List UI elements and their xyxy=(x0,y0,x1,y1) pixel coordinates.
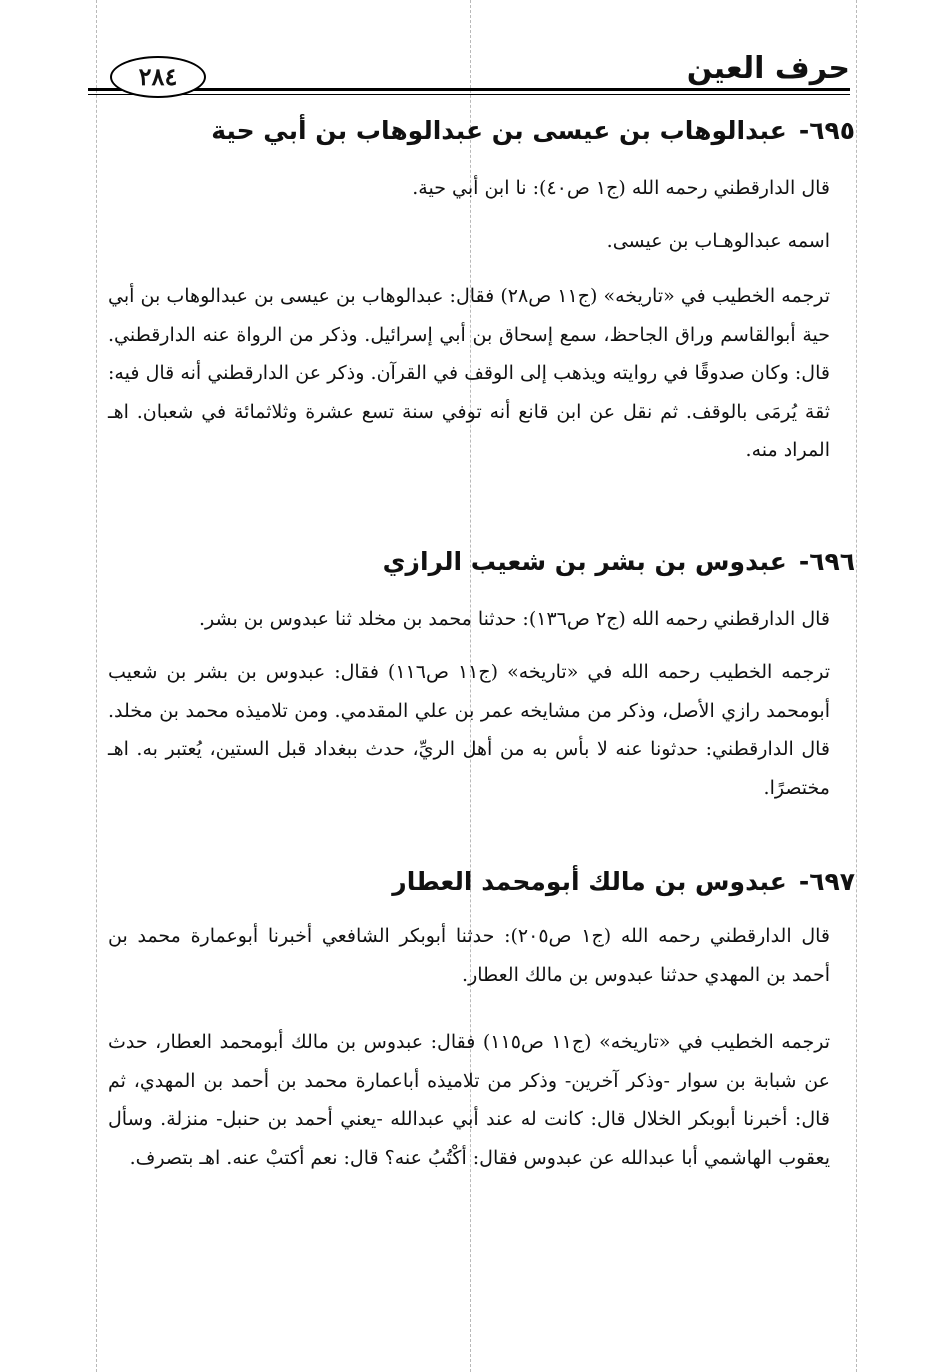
header-rule-thick xyxy=(88,88,850,91)
entry-heading-697 xyxy=(392,864,855,900)
entry-number: ٦٩٦- xyxy=(798,547,855,576)
paragraph: قال الدارقطني رحمه الله (ج١ ص٢٠٥): حدثنا أبوبكر الشافعي أخبرنا أبوعمارة محمد بن أحمد بن المهدي حدثنا عبدوس بن مالك العطار. xyxy=(108,925,831,986)
running-title: حرف العين xyxy=(686,51,850,86)
entry-name: عبدوس بن مالك أبومحمد العطار xyxy=(392,867,787,896)
entry-number: ٦٩٥- xyxy=(798,116,855,145)
entry-heading-696 xyxy=(383,544,855,580)
paragraph: قال الدارقطني رحمه الله (ج١ ص٤٠): نا ابن أبي حية. xyxy=(412,177,830,199)
paragraph: قال الدارقطني رحمه الله (ج٢ ص١٣٦): حدثنا محمد بن مخلد ثنا عبدوس بن بشر. xyxy=(199,608,830,630)
page-header xyxy=(88,44,850,100)
paragraph: اسمه عبدالوهـاب بن عيسى. xyxy=(606,230,830,252)
paragraph: ترجمه الخطيب رحمه الله في «تاريخه» (ج١١ ص١١٦) فقال: عبدوس بن بشر بن شعيب أبومحمد رازي الأصل، وذكر من مشايخه عمر بن علي المقدمي. ومن تلاميذه محمد بن مخلد. قال الدارقطني: حدثونا عنه لا بأس به من أهل الريِّ، حدث ببغداد قبل الستين، يُعتبر به. اهـ مختصرًا. xyxy=(108,661,830,799)
page-number: ٢٨٤ xyxy=(110,56,206,98)
entry-number: ٦٩٧- xyxy=(798,867,855,896)
paragraph: ترجمه الخطيب في «تاريخه» (ج١١ ص١١٥) فقال: عبدوس بن مالك أبومحمد العطار، حدث عن شبابة بن سوار -وذكر آخرين- وذكر من تلاميذه أباعمارة محمد بن أحمد بن المهدي، ثم قال: أخبرنا أبوبكر الخلال قال: كانت له عند أبي عبدالله -يعني أحمد بن حنبل- منزلة. وسأل يعقوب الهاشمي أبا عبدالله عن عبدوس فقال: أكْتُبُ عنه؟ قال: نعم أكتبْ عنه. اهـ بتصرف. xyxy=(108,1031,830,1169)
entry-name: عبدوس بن بشر بن شعيب الرازي xyxy=(382,547,787,576)
entry-name: عبدالوهاب بن عيسى بن عبدالوهاب بن أبي حية xyxy=(211,116,787,145)
entry-heading-695 xyxy=(211,113,855,149)
paragraph: ترجمه الخطيب في «تاريخه» (ج١١ ص٢٨) فقال: عبدالوهاب بن عيسى بن عبدالوهاب بن أبي حية أبوالقاسم وراق الجاحظ، سمع إسحاق بن أبي إسرائيل. وذكر من الرواة عنه الدارقطني. قال: وكان صدوقًا في روايته ويذهب إلى الوقف في القرآن. وذكر عن الدارقطني أنه قال فيه: ثقة يُرمَى بالوقف. ثم نقل عن ابن قانع أنه توفي سنة تسع عشرة وثلاثمائة في شعبان. اهـ المراد منه. xyxy=(108,285,830,461)
header-rule-thin xyxy=(88,94,850,95)
